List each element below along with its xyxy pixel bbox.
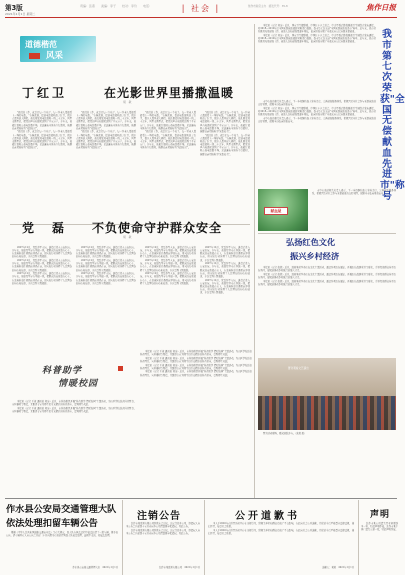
page-number: 第3版: [5, 4, 23, 12]
cancellation-notice-title: 注销公告: [137, 511, 181, 522]
article1-column-1: "我们的工作，就是让每一个孩子、每一位老人都能看上一场好电影。"在修武县，提起电影放映员丁红卫，很多人都竖起大拇指。他扎根农村电影放映一线二十余年，风里来雨里去，把党的声音和温暖送到了千家万户。多年来，他累计放映公益电影数千场，足迹遍布全县各个行政村，被群众亲切地称为"光影使者"。 "我们的工作，就是让每一个孩子、每一位老人都能看上一场好电影。"在修武县，提起电影放映员丁红卫，很多人都竖起大拇指。他扎根农村电影放映一线二十余年，风里来雨里去，把党的声音和温暖送到了千家万户。多年来，他累计放映公益电影数千场，足迹遍布全县各个行政村，被群众亲切地称为"光影使者"。: [12, 111, 72, 150]
traffic-notice-body: 根据《中华人民共和国道路交通安全法》等有关规定，我大队在执法过程中依法扣留了一批车辆，现予以公告。请车辆所有人自公告之日起三十日内携带有效证件到我大队接受处理，逾期不来的，将依法处理。: [6, 531, 118, 538]
article1-person: 丁红卫: [22, 86, 68, 100]
cancellation-notice-body: 焦作市某贸易有限公司经股东会决议，决定注销本公司，请债权人自本公告之日起四十五日内向本公司清算组申报债权。特此公告。 焦作市某贸易有限公司经股东会决议，决定注销本公司，请债权人自本公告之日起四十五日内向本公司清算组申报债权。特此公告。: [126, 522, 200, 535]
science-story-left: 本报讯（记者 王敏 通讯员 刘涛）近日，市科协组织开展"科普助学 情暖校园"主题活动，为山区学校送去科普图书、实验器材等物资，并邀请专家为师生们带来精彩的科普讲座，受到师生欢迎。 本报讯（记者 王敏 通讯员 刘涛）近日，市科协组织开展"科普助学 情暖校园"主题活动，为山区学校送去科普图书、实验器材等物资，并邀请专家为师生们带来精彩的科普讲座，受到师生欢迎。: [12, 400, 136, 413]
article1-byline: 胡 敏: [123, 100, 132, 104]
notice-divider: [5, 498, 397, 499]
calligraphy-title: [40, 361, 128, 395]
header-rule: [5, 17, 397, 18]
donation-sign: 献血屋: [264, 207, 288, 215]
photo-credit: 图为活动现场，群众踊跃参与。（张燕 摄）: [263, 432, 307, 435]
publisher-info: 焦作市政府主办 邮发代号：35-8: [248, 5, 288, 8]
calligraphy-line-1: 科普助学: [42, 366, 83, 376]
article2-byline: 胡 敏: [123, 235, 132, 239]
red-culture-body: 本报讯（记者 张燕）近日，温县某村举办红色文化主题活动，通过参观红色展馆、开展红色故事宣讲等形式，引导党员群众传承红色基因，凝聚起推动乡村振兴的强大合力。 本报讯（记者 张燕）近日，温县某村举办红色文化主题活动，通过参观红色展馆、开展红色故事宣讲等形式，引导党员群众传承红色基因，凝聚起推动乡村振兴的强大合力。 本报讯（记者 张燕）近日，温县某村举办红色文化主题活动，通过参观红色展馆、开展红色故事宣讲等形式，引导党员群众传承红色基因，凝聚起推动乡村振兴的强大合力。: [258, 266, 396, 286]
article2-column-1: 2007年12月，党磊参军入伍，退役后进入公安队伍。多年来，他始终坚守在基层一线，把群众的安危放在心上，在急难险重任务面前冲锋在前，用实际行动诠释了人民警察的初心和使命，多次受到上级表彰。 2007年12月，党磊参军入伍，退役后进入公安队伍。多年来，他始终坚守在基层一线，把群众的安危放在心上，在急难险重任务面前冲锋在前，用实际行动诠释了人民警察的初心和使命，多次受到上级表彰。 2007年12月，党磊参军入伍，退役后进入公安队伍。多年来，他始终坚守在基层一线，把群众的安危放在心上，在急难险重任务面前冲锋在前，用实际行动诠释了人民警察的初心和使命，多次受到上级表彰。: [12, 246, 72, 285]
section-title: | 社会 |: [181, 3, 221, 13]
crowd-graphic: [258, 396, 396, 430]
statement-body: 焦作市某公司遗失营业执照副本一份，特此声明作废。焦作市某个体户遗失公章一枚，特此声明作废。: [361, 522, 398, 532]
red-culture-headline-2: 振兴乡村经济: [290, 251, 340, 261]
article1-column-2: "我们的工作，就是让每一个孩子、每一位老人都能看上一场好电影。"在修武县，提起电影放映员丁红卫，很多人都竖起大拇指。他扎根农村电影放映一线二十余年，风里来雨里去，把党的声音和温暖送到了千家万户。多年来，他累计放映公益电影数千场，足迹遍布全县各个行政村，被群众亲切地称为"光影使者"。 "我们的工作，就是让每一个孩子、每一位老人都能看上一场好电影。"在修武县，提起电影放映员丁红卫，很多人都竖起大拇指。他扎根农村电影放映一线二十余年，风里来雨里去，把党的声音和温暖送到了千家万户。多年来，他累计放映公益电影数千场，足迹遍布全县各个行政村，被群众亲切地称为"光影使者"。: [76, 111, 136, 150]
article1-column-3: "我们的工作，就是让每一个孩子、每一位老人都能看上一场好电影。"在修武县，提起电影放映员丁红卫，很多人都竖起大拇指。他扎根农村电影放映一线二十余年，风里来雨里去，把党的声音和温暖送到了千家万户。多年来，他累计放映公益电影数千场，足迹遍布全县各个行政村，被群众亲切地称为"光影使者"。 "我们的工作，就是让每一个孩子、每一位老人都能看上一场好电影。"在修武县，提起电影放映员丁红卫，很多人都竖起大拇指。他扎根农村电影放映一线二十余年，风里来雨里去，把党的声音和温暖送到了千家万户。多年来，他累计放映公益电影数千场，足迹遍布全县各个行政村，被群众亲切地称为"光影使者"。: [140, 111, 196, 150]
notice-vline-2: [204, 500, 205, 575]
editor-credits: 责编：张燕 美编：李子 校对：李玲 电话：: [80, 4, 153, 8]
blood-donation-tail: 市中心血站相关负责人表示，下一步将继续加大宣传力度，完善献血服务体系，积极营造全社会参与无偿献血的良好氛围，保障全市临床用血安全。: [312, 189, 396, 196]
calligraphy-line-2: 情暖校园: [58, 379, 99, 389]
banner-seal: [29, 53, 40, 59]
blood-donation-headline: 我市第七次荣获"全国无偿献血先进市"称号: [380, 29, 405, 202]
banner-subtitle: 风采: [46, 51, 64, 61]
right-divider: [258, 233, 396, 234]
blood-donation-lead: 本报讯（记者 刘涛）近日，国家卫生健康委、中国红十字会总会、中央军委后勤保障部卫生局联合发布通报，对2018—2019年度全国无偿献血表彰对象进行表彰。我市第七次荣获"全国无偿献血先进市"称号。近年来，我市持续推进无偿献血工作，献血人次和献血量逐年增长，临床用血实现了全部来自公民自愿无偿献血。 本报讯（记者 刘涛）近日，国家卫生健康委、中国红十字会总会、中央军委后勤保障部卫生局联合发布通报，对2018—2019年度全国无偿献血表彰对象进行表彰。我市第七次荣获"全国无偿献血先进市"称号。近年来，我市持续推进无偿献血工作，献血人次和献血量逐年增长，临床用血实现了全部来自公民自愿无偿献血。: [258, 24, 376, 44]
newspaper-name: 焦作日报: [366, 3, 396, 12]
column-divider: [254, 24, 255, 499]
cancellation-notice-sign: 焦作市某贸易有限公司 2021年1月1日: [159, 566, 200, 569]
article1-headline: 在光影世界里播撒温暖: [104, 86, 235, 100]
article2-column-4: 2007年12月，党磊参军入伍，退役后进入公安队伍。多年来，他始终坚守在基层一线，把群众的安危放在心上，在急难险重任务面前冲锋在前，用实际行动诠释了人民警察的初心和使命，多次受到上级表彰。 2007年12月，党磊参军入伍，退役后进入公安队伍。多年来，他始终坚守在基层一线，把群众的安危放在心上，在急难险重任务面前冲锋在前，用实际行动诠释了人民警察的初心和使命，多次受到上级表彰。 2007年12月，党磊参军入伍，退役后进入公安队伍。多年来，他始终坚守在基层一线，把群众的安危放在心上，在急难险重任务面前冲锋在前，用实际行动诠释了人民警察的初心和使命，多次受到上级表彰。: [200, 246, 250, 295]
calligraphy-seal: [118, 366, 123, 371]
traffic-notice-sign: 作水县公安局交通管理大队 2021年1月1日: [72, 566, 118, 569]
science-story-body: 本报讯（记者 王敏 通讯员 刘涛）近日，市科协组织开展"科普助学 情暖校园"主题活动，为山区学校送去科普图书、实验器材等物资，并邀请专家为师生们带来精彩的科普讲座，受到师生欢迎。 本报讯（记者 王敏 通讯员 刘涛）近日，市科协组织开展"科普助学 情暖校园"主题活动，为山区学校送去科普图书、实验器材等物资，并邀请专家为师生们带来精彩的科普讲座，受到师生欢迎。 本报讯（记者 王敏 通讯员 刘涛）近日，市科协组织开展"科普助学 情暖校园"主题活动，为山区学校送去科普图书、实验器材等物资，并邀请专家为师生们带来精彩的科普讲座，受到师生欢迎。 本报讯（记者 王敏 通讯员 刘涛）近日，市科协组织开展"科普助学 情暖校园"主题活动，为山区学校送去科普图书、实验器材等物资，并邀请专家为师生们带来精彩的科普讲座，受到师生欢迎。: [140, 350, 252, 377]
article2-person: 党 磊: [22, 221, 68, 235]
statement-title: 声明: [370, 510, 391, 520]
donation-photo: [258, 189, 308, 231]
article2-column-3: 2007年12月，党磊参军入伍，退役后进入公安队伍。多年来，他始终坚守在基层一线，把群众的安危放在心上，在急难险重任务面前冲锋在前，用实际行动诠释了人民警察的初心和使命，多次受到上级表彰。 2007年12月，党磊参军入伍，退役后进入公安队伍。多年来，他始终坚守在基层一线，把群众的安危放在心上，在急难险重任务面前冲锋在前，用实际行动诠释了人民警察的初心和使命，多次受到上级表彰。 2007年12月，党磊参军入伍，退役后进入公安队伍。多年来，他始终坚守在基层一线，把群众的安危放在心上，在急难险重任务面前冲锋在前，用实际行动诠释了人民警察的初心和使命，多次受到上级表彰。: [140, 246, 196, 285]
blood-donation-body: 市中心血站相关负责人表示，下一步将继续加大宣传力度，完善献血服务体系，积极营造全社会参与无偿献血的良好氛围，保障全市临床用血安全。 本报讯（记者 刘涛）近日，国家卫生健康委、中国红十字会总会、中央军委后勤保障部卫生局联合发布通报，对2018—2019年度全国无偿献血表彰对象进行表彰。我市第七次荣获"全国无偿献血先进市"称号。近年来，我市持续推进无偿献血工作，献血人次和献血量逐年增长，临床用血实现了全部来自公民自愿无偿献血。 市中心血站相关负责人表示，下一步将继续加大宣传力度，完善献血服务体系，积极营造全社会参与无偿献血的良好氛围，保障全市临床用血安全。: [258, 100, 376, 123]
issue-date: 2021年1月1日 星期二: [5, 11, 36, 16]
notice-vline-1: [122, 500, 123, 575]
page-header: [0, 0, 402, 19]
article1-column-4: "我们的工作，就是让每一个孩子、每一位老人都能看上一场好电影。"在修武县，提起电影放映员丁红卫，很多人都竖起大拇指。他扎根农村电影放映一线二十余年，风里来雨里去，把党的声音和温暖送到了千家万户。多年来，他累计放映公益电影数千场，足迹遍布全县各个行政村，被群众亲切地称为"光影使者"。 "我们的工作，就是让每一个孩子、每一位老人都能看上一场好电影。"在修武县，提起电影放映员丁红卫，很多人都竖起大拇指。他扎根农村电影放映一线二十余年，风里来雨里去，把党的声音和温暖送到了千家万户。多年来，他累计放映公益电影数千场，足迹遍布全县各个行政村，被群众亲切地称为"光影使者"。: [200, 111, 250, 156]
article2-column-2: 2007年12月，党磊参军入伍，退役后进入公安队伍。多年来，他始终坚守在基层一线，把群众的安危放在心上，在急难险重任务面前冲锋在前，用实际行动诠释了人民警察的初心和使命，多次受到上级表彰。 2007年12月，党磊参军入伍，退役后进入公安队伍。多年来，他始终坚守在基层一线，把群众的安危放在心上，在急难险重任务面前冲锋在前，用实际行动诠释了人民警察的初心和使命，多次受到上级表彰。 2007年12月，党磊参军入伍，退役后进入公安队伍。多年来，他始终坚守在基层一线，把群众的安危放在心上，在急难险重任务面前冲锋在前，用实际行动诠释了人民警察的初心和使命，多次受到上级表彰。: [76, 246, 136, 285]
apology-title: 公开道歉书: [235, 511, 300, 522]
apology-sign: 道歉人：某某 2021年1月1日: [322, 566, 354, 569]
notice-vline-3: [358, 500, 359, 575]
village-event-photo: [258, 358, 396, 430]
article2-headline: 不负使命守护群众安全: [92, 221, 223, 235]
traffic-notice-title: 作水县公安局交通管理大队依法处理扣留车辆公告: [6, 504, 117, 529]
photo-overlay-text: 群众观看文艺演出: [288, 367, 309, 370]
apology-body: 本人于2020年在经营活动中存在违规行为，给相关单位和群众造成了不良影响，在此向社会公开道歉，并保证今后严格遵守法律法规，诚信经营，接受社会监督。 本人于2020年在经营活动中存在违规行为，给相关单位和群众造成了不良影响，在此向社会公开道歉，并保证今后严格遵守法律法规，诚信经营，接受社会监督。: [208, 522, 354, 535]
banner-title: 道德楷范: [25, 39, 57, 49]
red-culture-headline-1: 弘扬红色文化: [286, 237, 336, 247]
moral-model-banner: [20, 36, 96, 62]
